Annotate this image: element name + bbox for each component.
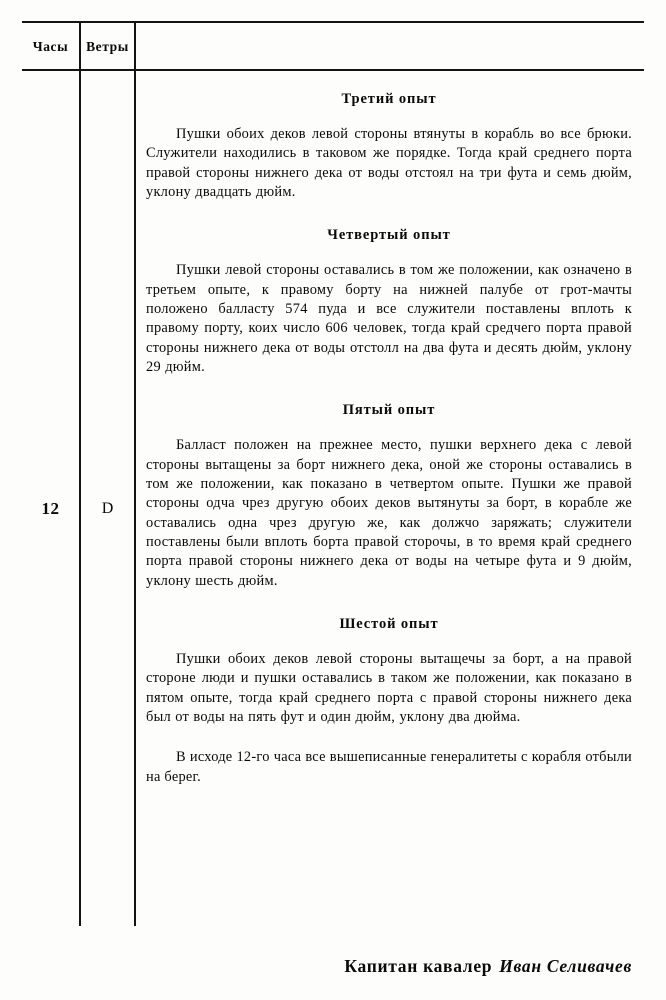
table-header-rule [22, 69, 644, 71]
signature-line [344, 956, 632, 977]
entry-title-third: Третий опыт [341, 91, 437, 107]
entry-body-sixth: Пушки обоих деков левой стороны вытащечы за борт, а на правой стороне люди и пушки оставались в таком же положении, как показано в пятом опыте, тогда край среднего порта с правой стороны нижнего дека был от воды на пять фут и один дюйм, уклону два дюйма. [146, 650, 632, 725]
column-value-hours: 12 [41, 499, 60, 518]
signature-name: Иван Селивачев [499, 956, 632, 976]
table-column-divider-winds [134, 22, 136, 926]
entry-body-fifth: Балласт положен на прежнее место, пушки верхнего дека с левой стороны вытащены за борт нижнего дека, оной же стороны оставались в том же положении, как показано в четвертом опыте. Пушки же правой стороны одча чрез другую обоих деков вытянуты за борт, в корабле же оставались одна чрез другую же, как должчо заряжать; служители поставлены были вплоть борта правой сторочы, в то время край среднего порта правой стороны нижнего дека от воды на четыре фута и 9 дюйм, уклону шесть дюйм. [146, 437, 632, 589]
column-value-winds: D [101, 500, 114, 517]
entry-title-sixth: Шестой опыт [339, 616, 439, 632]
column-header-winds: Ветры [86, 39, 129, 54]
log-entry-fourth [146, 228, 632, 377]
table-column-divider-hours [79, 22, 81, 926]
log-entry-fifth [146, 403, 632, 591]
entry-title-fourth: Четвертый опыт [327, 227, 451, 244]
log-entries-column [146, 92, 632, 787]
signature-rank: Капитан кавалер [344, 956, 493, 976]
closing-paragraph: В исходе 12-го часа все вышеписанные генералитеты с корабля отбыли на берег. [146, 749, 632, 785]
entry-body-fourth: Пушки левой стороны оставались в том же положении, как означено в третьем опыте, к правому борту на нижней палубе от грот-мачты положено балласту 574 пуда и все служители поставлены вплоть к правому порту, коих число 606 человек, тогда край средчего порта правой стороны нижнего дека от воды отстолл на два фута и десять дюйм, уклону 29 дюйм. [146, 262, 632, 375]
column-header-hours: Часы [32, 39, 69, 54]
log-entry-sixth [146, 617, 632, 727]
table-top-rule [22, 21, 644, 23]
entry-body-third: Пушки обоих деков левой стороны втянуты в корабль во все брюки. Служители находились в таковом же порядке. Тогда край среднего порта правой стороны нижнего дека от воды отстоял на три фута и семь дюйм, уклону двадцать дюйм. [146, 125, 632, 200]
log-entry-third [146, 92, 632, 202]
entry-title-fifth: Пятый опыт [342, 402, 436, 419]
